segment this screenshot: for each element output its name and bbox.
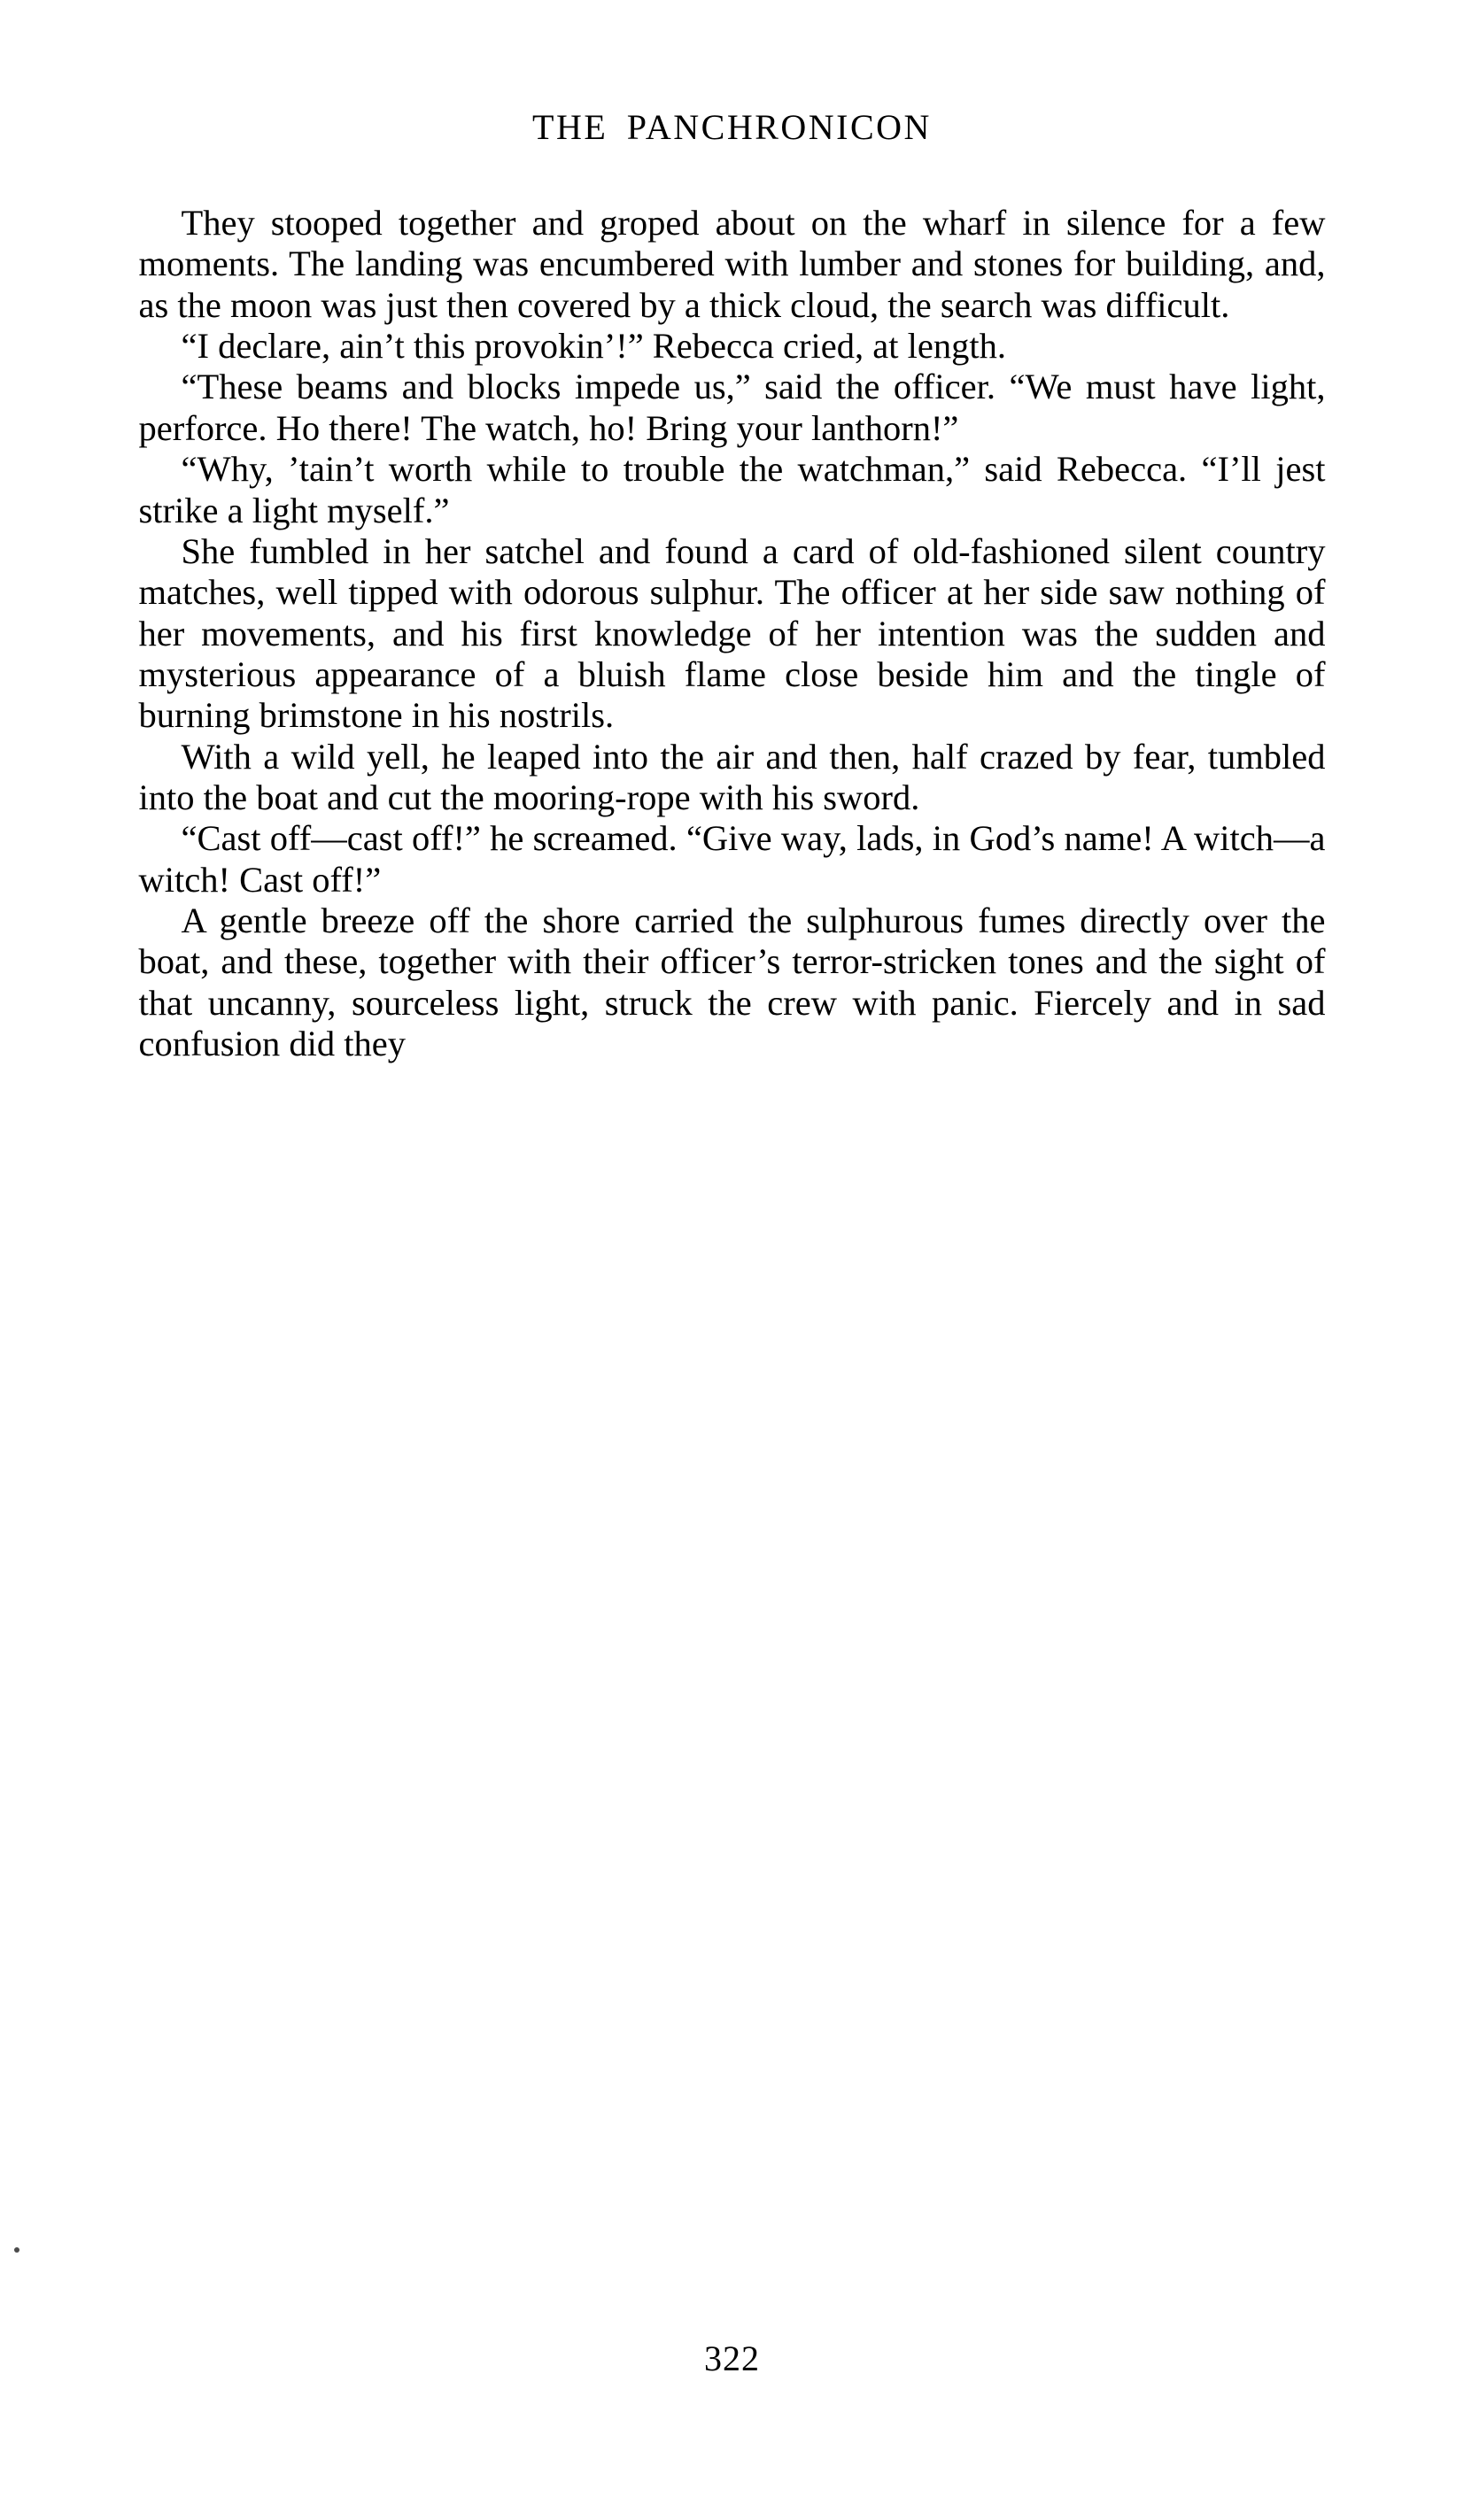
ink-speck xyxy=(14,2247,19,2253)
paragraph: “I declare, ain’t this provokin’!” Rebecca cried, at length. xyxy=(181,326,1006,367)
paragraph: She fumbled in her satchel and found a card of old-fashioned silent country matches, well tipped with odorous sulphur. The officer at her side saw nothing of her movements, and his first knowledge of her intention was the sudden and mysterious appearance of a bluish flame close beside him and the tingle of burning brimstone in his nostrils. xyxy=(138,530,1326,736)
paragraph: With a wild yell, he leaped into the air and then, half crazed by fear, tumbled into the boat and cut the mooring-rope with his sword. xyxy=(138,736,1326,818)
paragraph: “Cast off—cast off!” he screamed. “Give way, lads, in God’s name! A witch—a witch! Cast off!” xyxy=(138,818,1326,900)
paragraph: A gentle breeze off the shore carried the sulphurous fumes directly over the boat, and these, together with their officer’s terror-stricken tones and the sight of that uncanny, sourceless light, struck the crew with panic. Fiercely and in sad confusion did they xyxy=(138,901,1326,1064)
body-text xyxy=(139,148,1326,1065)
paragraph: “These beams and blocks impede us,” said the officer. “We must have light, perforce. Ho there! The watch, ho! Bring your lanthorn!” xyxy=(138,367,1326,448)
paragraph: They stooped together and groped about on the wharf in silence for a few moments. The landing was encumbered with lumber and stones for building, and, as the moon was just then covered by a thick cloud, the search was difficult. xyxy=(138,203,1326,325)
running-head: THE PANCHRONICON xyxy=(532,107,932,147)
page-number: 322 xyxy=(704,2338,760,2378)
paragraph: “Why, ’tain’t worth while to trouble the watchman,” said Rebecca. “I’ll jest strike a light myself.” xyxy=(138,449,1326,530)
book-page xyxy=(0,106,1464,2520)
